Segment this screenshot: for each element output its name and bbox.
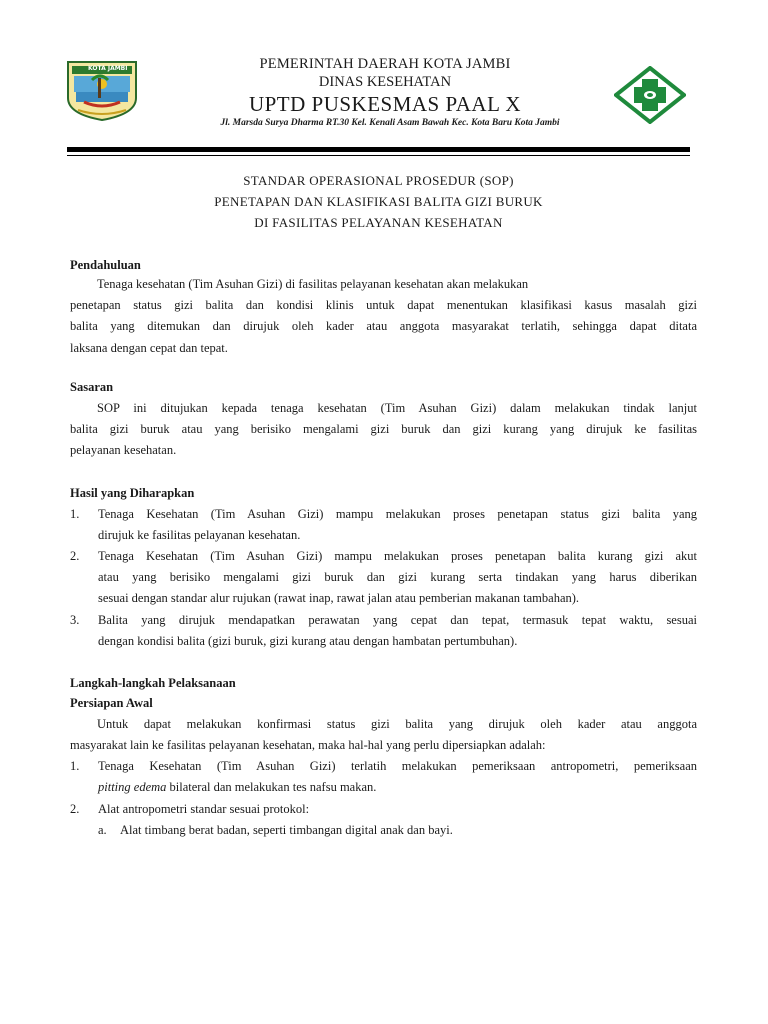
paragraph-line: Tenaga kesehatan (Tim Asuhan Gizi) di fasilitas pelayanan kesehatan akan melakukan xyxy=(97,277,529,291)
list-number: 3. xyxy=(70,613,80,627)
list-number: 1. xyxy=(70,759,80,773)
letterhead-address: Jl. Marsda Surya Dharma RT.30 Kel. Kenali Asam Bawah Kec. Kota Baru Kota Jambi xyxy=(220,118,560,128)
paragraph-pendahuluan xyxy=(70,274,697,359)
sub-list-line: Alat timbang berat badan, seperti timbangan digital anak dan bayi. xyxy=(120,823,453,837)
list-line: dengan kondisi balita (gizi buruk, gizi kurang atau dengan hambatan pertumbuhan). xyxy=(98,634,518,649)
paragraph-line: Untuk dapat melakukan konfirmasi status gizi balita yang dirujuk oleh kader atau anggota xyxy=(97,717,697,731)
list-number: 2. xyxy=(70,549,80,563)
list-line: sesuai dengan standar alur rujukan (rawat inap, rawat jalan atau pemberian makanan tambahan). xyxy=(98,591,580,606)
paragraph-line: penetapan status gizi balita dan kondisi klinis untuk dapat menentukan klasifikasi kasus masalah gizi xyxy=(70,298,697,313)
paragraph-line: balita gizi buruk atau yang berisiko mengalami gizi buruk dan gizi kurang yang dirujuk ke fasilitas xyxy=(70,422,697,437)
section-heading-sasaran: Sasaran xyxy=(70,380,114,394)
paragraph-line: pelayanan kesehatan. xyxy=(70,443,177,458)
list-number: 1. xyxy=(70,507,80,521)
list-line: Balita yang dirujuk mendapatkan perawatan yang cepat dan tepat, termasuk tepat waktu, sesuai xyxy=(98,613,697,627)
paragraph-line: masyarakat lain ke fasilitas pelayanan kesehatan, maka hal-hal yang perlu dipersiapkan adalah: xyxy=(70,738,546,753)
letterhead-agency: DINAS KESEHATAN xyxy=(318,74,452,90)
list-line xyxy=(98,777,697,798)
kota-jambi-logo-text: KOTA JAMBI xyxy=(88,65,128,72)
section-heading-pendahuluan: Pendahuluan xyxy=(70,258,141,272)
document-title-line-2: PENETAPAN DAN KLASIFIKASI BALITA GIZI BURUK xyxy=(214,194,543,209)
italic-term: pitting edema xyxy=(98,780,167,795)
sub-list-letter: a. xyxy=(98,823,107,837)
letterhead-rule-thin xyxy=(67,155,690,156)
list-line: dirujuk ke fasilitas pelayanan kesehatan. xyxy=(98,528,301,543)
paragraph-sasaran xyxy=(70,398,697,462)
paragraph-persiapan xyxy=(70,714,697,756)
list-line: Tenaga Kesehatan (Tim Asuhan Gizi) mampu melakukan proses penetapan status gizi balita yang xyxy=(98,507,697,521)
paragraph-line: balita yang ditemukan dan dirujuk oleh kader atau anggota masyarakat terlatih, sehingga dapat ditata xyxy=(70,319,697,334)
list-line: Tenaga Kesehatan (Tim Asuhan Gizi) mampu melakukan proses penetapan balita kurang gizi akut xyxy=(98,549,697,563)
list-line: atau yang berisiko mengalami gizi buruk dan gizi kurang serta tindakan yang harus diberikan xyxy=(98,570,697,585)
kota-jambi-emblem xyxy=(64,58,140,122)
document-title-line-1: STANDAR OPERASIONAL PROSEDUR (SOP) xyxy=(243,173,514,188)
subsection-heading-persiapan: Persiapan Awal xyxy=(70,696,153,710)
puskesmas-cross-logo xyxy=(614,66,686,124)
paragraph-line: SOP ini ditujukan kepada tenaga kesehatan (Tim Asuhan Gizi) dalam melakukan tindak lanjut xyxy=(97,401,697,415)
list-line: Tenaga Kesehatan (Tim Asuhan Gizi) terlatih melakukan pemeriksaan antropometri, pemeriksaan xyxy=(98,759,697,773)
letterhead-government: PEMERINTAH DAERAH KOTA JAMBI xyxy=(259,56,511,72)
section-heading-langkah: Langkah-langkah Pelaksanaan xyxy=(70,676,236,690)
section-heading-hasil: Hasil yang Diharapkan xyxy=(70,486,195,500)
paragraph-line: laksana dengan cepat dan tepat. xyxy=(70,340,228,355)
list-line: Alat antropometri standar sesuai protokol: xyxy=(98,802,310,816)
document-title-line-3: DI FASILITAS PELAYANAN KESEHATAN xyxy=(254,215,503,230)
letterhead-institution: UPTD PUSKESMAS PAAL X xyxy=(248,92,522,116)
letterhead-rule-thick xyxy=(67,147,690,152)
list-line-rest: bilateral dan melakukan tes nafsu makan. xyxy=(166,780,377,795)
list-number: 2. xyxy=(70,802,80,816)
